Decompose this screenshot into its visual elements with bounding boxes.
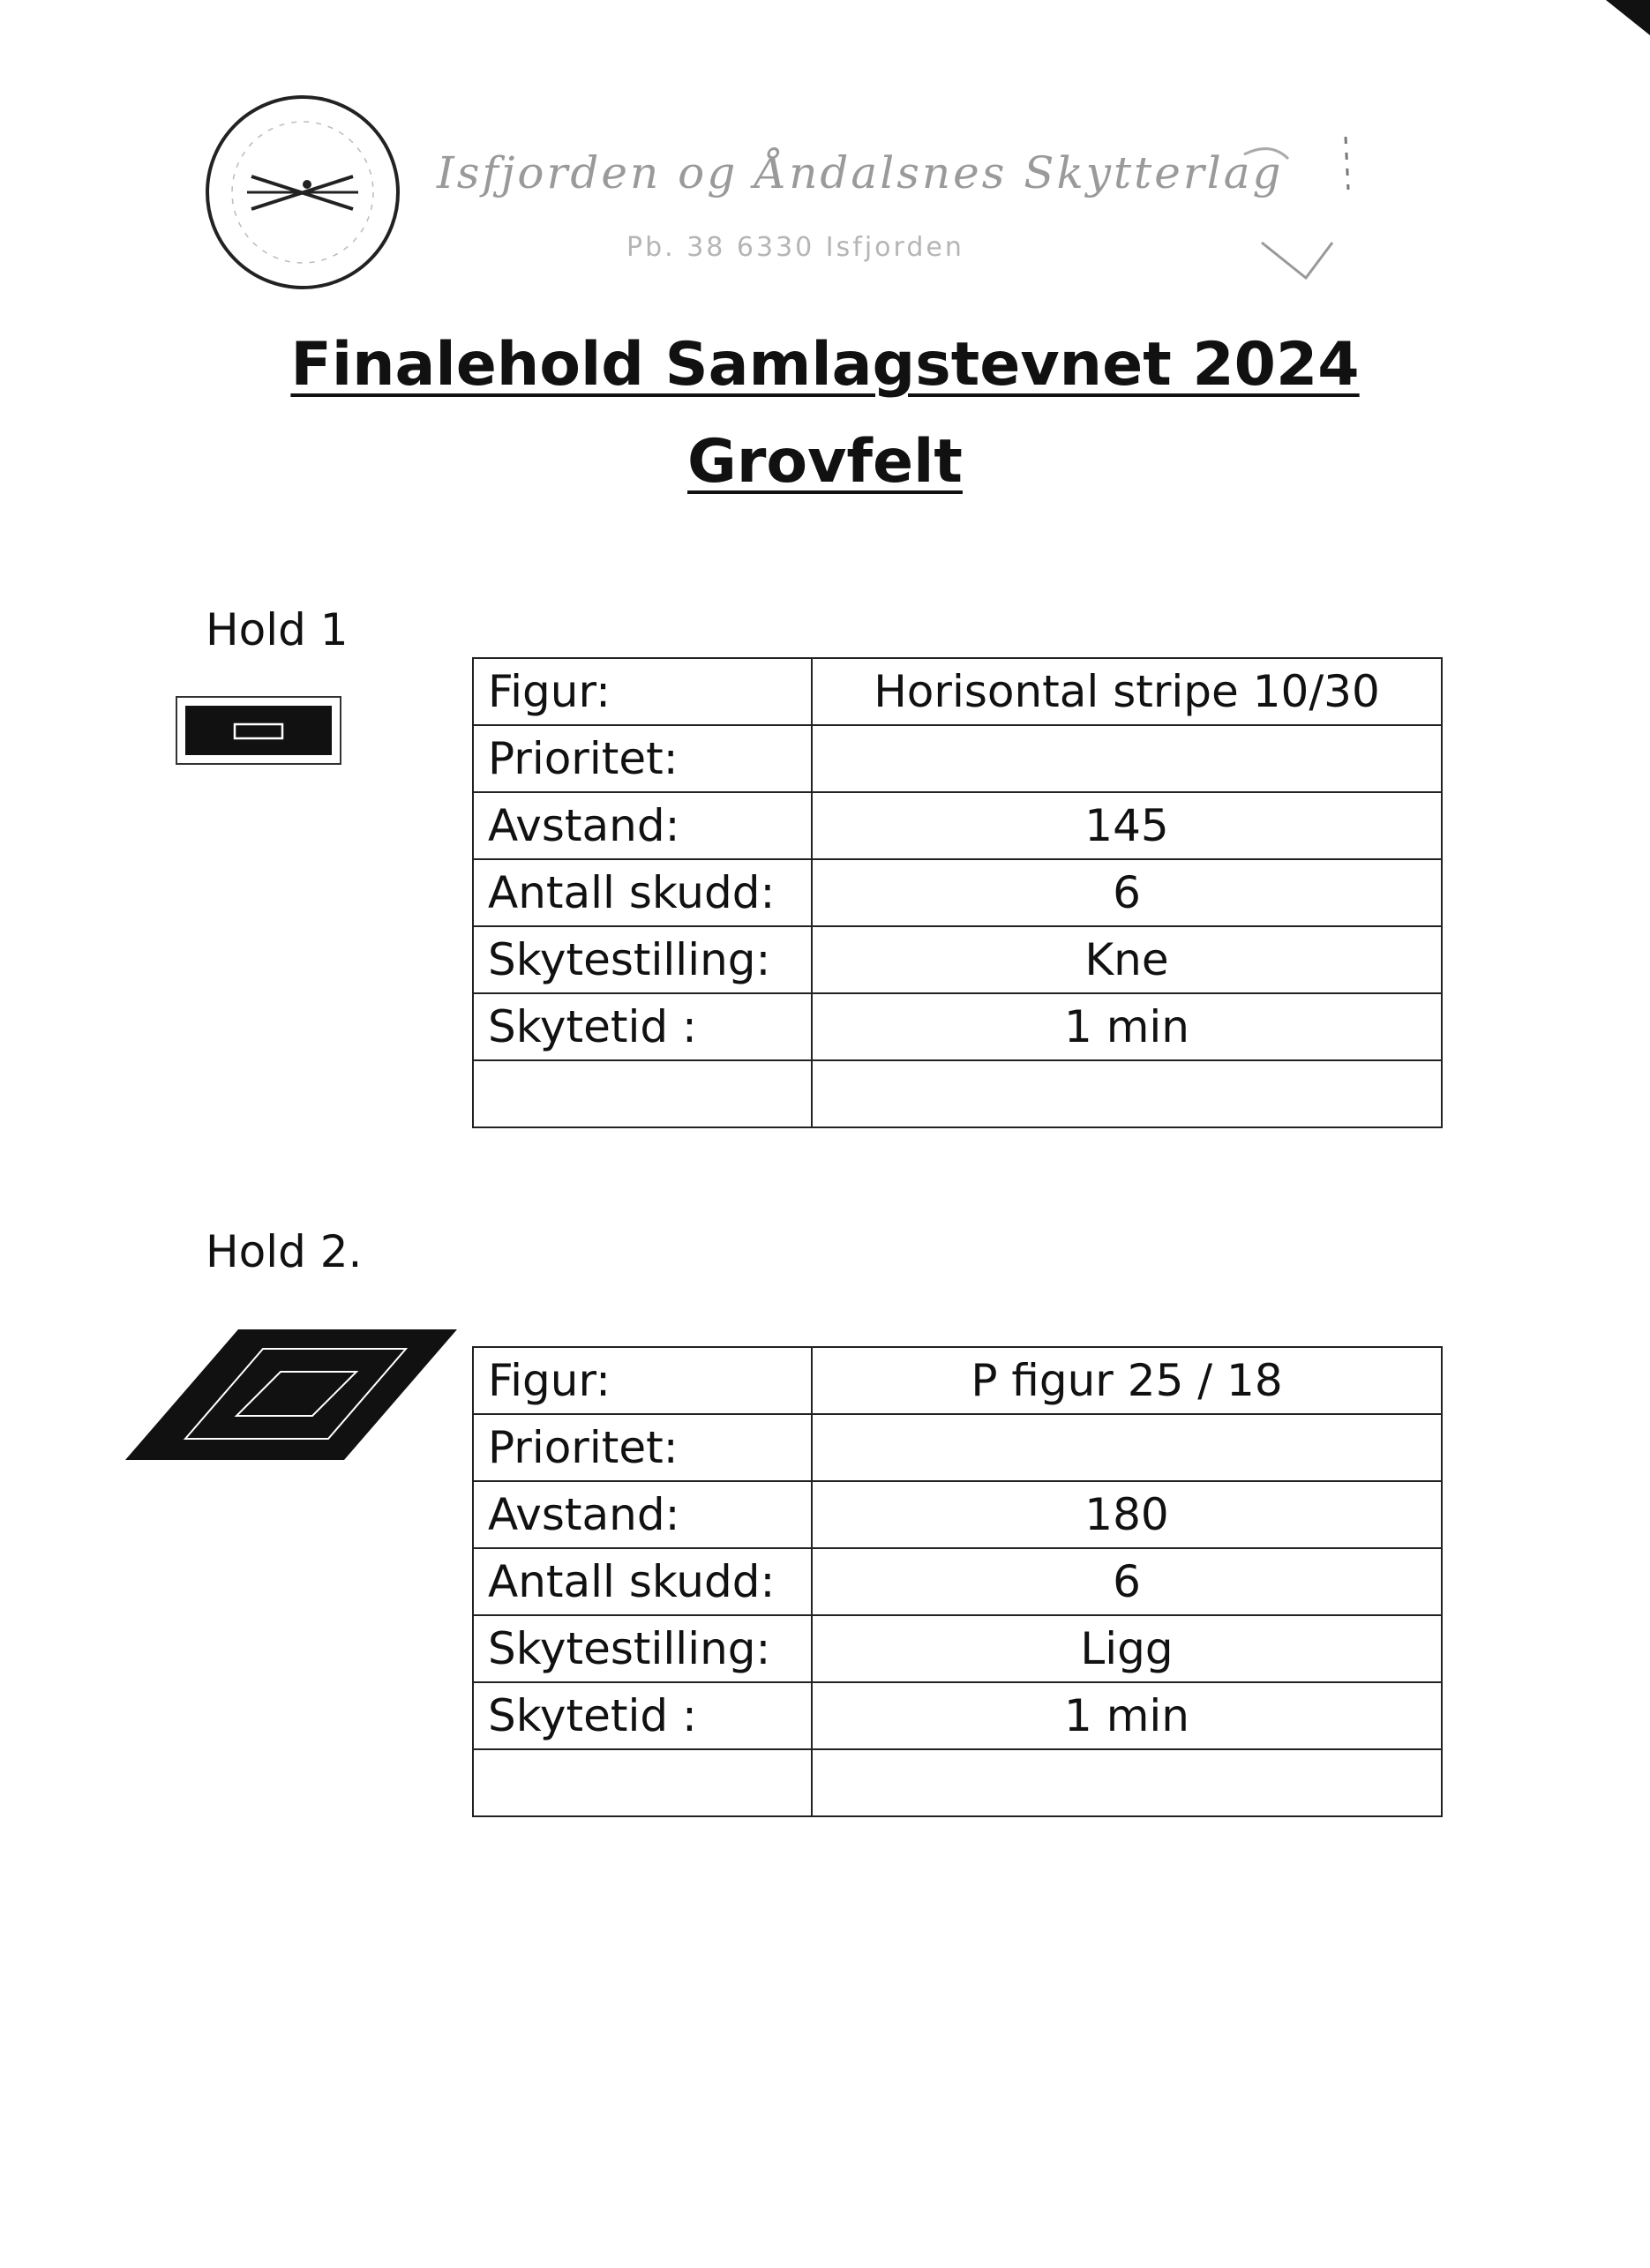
decorative-stroke-icon <box>1235 137 1394 287</box>
row-label: Skytetid : <box>473 1682 812 1749</box>
row-value: 180 <box>812 1481 1442 1548</box>
row-label: Figur: <box>473 658 812 725</box>
row-value <box>812 1414 1442 1481</box>
letterhead <box>203 93 1403 287</box>
row-label: Avstand: <box>473 1481 812 1548</box>
row-label: Prioritet: <box>473 1414 812 1481</box>
row-value: 1 min <box>812 1682 1442 1749</box>
page-subtitle: Grovfelt <box>687 427 963 497</box>
row-value: Kne <box>812 926 1442 993</box>
hold-2-label: Hold 2. <box>206 1226 363 1277</box>
hold-1-table <box>472 657 1443 1128</box>
row-label <box>473 1749 812 1816</box>
row-label: Skytestilling: <box>473 926 812 993</box>
hold-1-label: Hold 1 <box>206 604 349 655</box>
table-row <box>473 725 1442 792</box>
row-label: Skytetid : <box>473 993 812 1060</box>
table-row <box>473 926 1442 993</box>
table-row <box>473 993 1442 1060</box>
table-row <box>473 1548 1442 1615</box>
row-label: Antall skudd: <box>473 859 812 926</box>
row-label: Skytestilling: <box>473 1615 812 1682</box>
table-row <box>473 1749 1442 1816</box>
club-name: Isfjorden og Åndalsnes Skytterlag <box>437 147 1284 198</box>
table-row <box>473 792 1442 859</box>
row-value <box>812 725 1442 792</box>
club-seal-icon <box>203 93 402 292</box>
row-value: Horisontal stripe 10/30 <box>812 658 1442 725</box>
row-label: Figur: <box>473 1347 812 1414</box>
corner-mark-icon <box>1588 0 1650 62</box>
club-address: Pb. 38 6330 Isfjorden <box>626 232 964 263</box>
table-row <box>473 1682 1442 1749</box>
row-value: 1 min <box>812 993 1442 1060</box>
page-title: Finalehold Samlagstevnet 2024 <box>290 330 1360 400</box>
row-value: 6 <box>812 859 1442 926</box>
row-value: Ligg <box>812 1615 1442 1682</box>
row-label <box>473 1060 812 1127</box>
row-label: Prioritet: <box>473 725 812 792</box>
table-row <box>473 1481 1442 1548</box>
table-row <box>473 1347 1442 1414</box>
hold-2-table <box>472 1346 1443 1817</box>
table-row <box>473 859 1442 926</box>
p-figure-target-icon <box>124 1328 459 1462</box>
table-row <box>473 1414 1442 1481</box>
row-value <box>812 1060 1442 1127</box>
row-label: Antall skudd: <box>473 1548 812 1615</box>
row-value: P figur 25 / 18 <box>812 1347 1442 1414</box>
horizontal-stripe-target-icon <box>175 695 342 766</box>
table-row <box>473 1060 1442 1127</box>
table-row <box>473 658 1442 725</box>
row-label: Avstand: <box>473 792 812 859</box>
row-value: 145 <box>812 792 1442 859</box>
row-value <box>812 1749 1442 1816</box>
row-value: 6 <box>812 1548 1442 1615</box>
table-row <box>473 1615 1442 1682</box>
